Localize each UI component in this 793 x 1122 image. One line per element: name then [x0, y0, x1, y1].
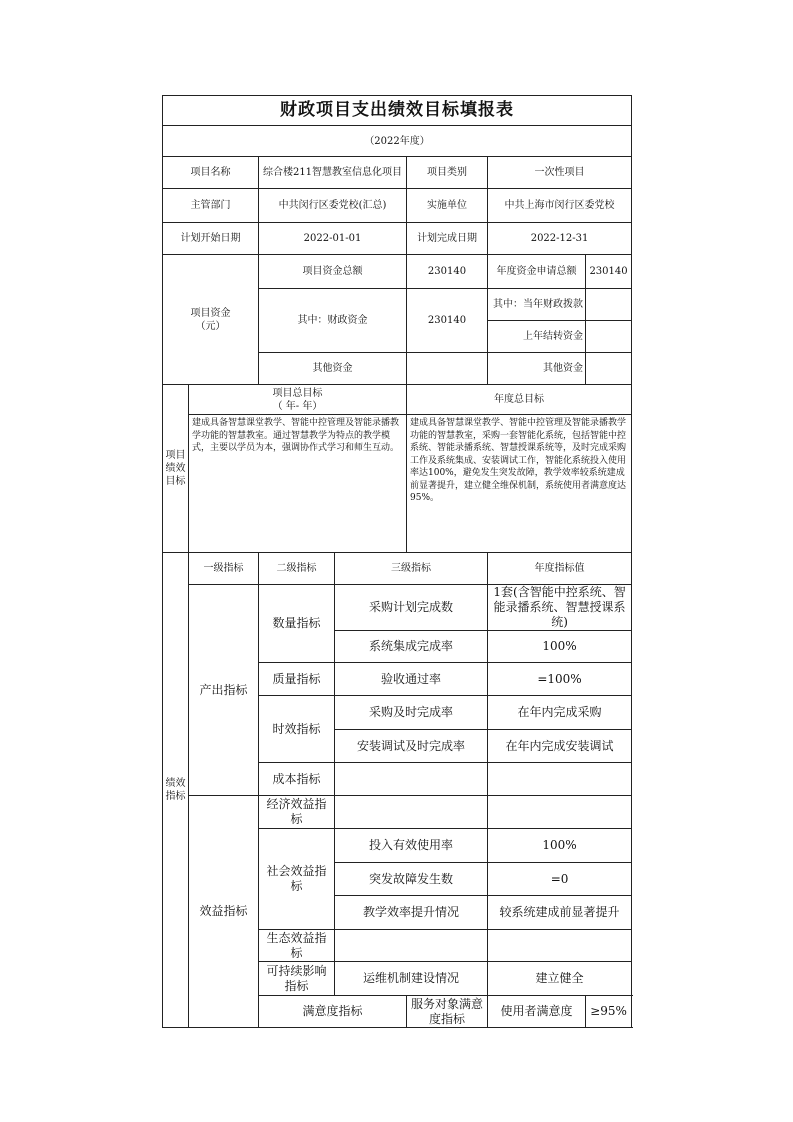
annual-goal-text: 建成具备智慧课堂教学、智能中控管理及智能录播教学功能的智慧教室，采购一套智能化系统，包括智能中控系统、智能录播系统、智慧授课系统等，及时完成采购工作及系统集成、安装调试工作，智能化系统投入使用率达100%，避免发生突发故障，教学效率较系统建成前显著提升，建立健全维保机制，系统使用者满意度达95%。 [407, 415, 632, 553]
level3-name: 采购计划完成数 [335, 585, 488, 631]
plan-end-label: 计划完成日期 [407, 223, 488, 255]
annual-total-label: 年度资金申请总额 [488, 255, 586, 289]
level3-name: 系统集成完成率 [335, 631, 488, 663]
total-funds-value: 230140 [407, 255, 488, 289]
indicators-label [163, 553, 189, 1028]
current-appropriation-value [586, 289, 632, 321]
level2-cost: 成本指标 [259, 763, 335, 796]
header-annual-value: 年度指标值 [488, 553, 632, 585]
level3-name [335, 796, 488, 829]
level2-service: 服务对象满意度指标 [407, 996, 488, 1028]
implementing-unit-label: 实施单位 [407, 189, 488, 223]
level3-value: 1套(含智能中控系统、智能录播系统、智慧授课系统) [488, 585, 632, 631]
level1-benefit: 效益指标 [189, 796, 259, 1028]
total-funds-label: 项目资金总额 [259, 255, 407, 289]
level3-value: =100% [488, 663, 632, 696]
level3-name: 使用者满意度 [488, 996, 586, 1028]
competent-dept-label: 主管部门 [163, 189, 259, 223]
level2-timeliness: 时效指标 [259, 696, 335, 763]
level3-value: 100% [488, 631, 632, 663]
other-funds-label: 其他资金 [259, 353, 407, 385]
level3-value: 建立健全 [488, 962, 632, 996]
level3-value: 100% [488, 829, 632, 863]
level1-satisfaction: 满意度指标 [259, 996, 407, 1028]
level1-output: 产出指标 [189, 585, 259, 796]
level3-name: 验收通过率 [335, 663, 488, 696]
project-name-value: 综合楼211智慧教室信息化项目 [259, 157, 407, 189]
fiscal-funds-value: 230140 [407, 289, 488, 353]
level3-name: 投入有效使用率 [335, 829, 488, 863]
level3-name: 突发故障发生数 [335, 863, 488, 896]
overall-goal-label [189, 385, 407, 415]
goals-label [163, 385, 189, 553]
level2-quality: 质量指标 [259, 663, 335, 696]
level2-ecological: 生态效益指标 [259, 930, 335, 962]
level3-value: 在年内完成安装调试 [488, 730, 632, 763]
plan-end-value: 2022-12-31 [488, 223, 632, 255]
header-level2: 二级指标 [259, 553, 335, 585]
level2-social: 社会效益指标 [259, 829, 335, 930]
header-level3: 三级指标 [335, 553, 488, 585]
level3-value: =0 [488, 863, 632, 896]
level3-name [335, 763, 488, 796]
annual-goal-label: 年度总目标 [407, 385, 632, 415]
funds-label [163, 255, 259, 385]
plan-start-label: 计划开始日期 [163, 223, 259, 255]
funds-label-text: 项目资金 （元） [190, 307, 231, 332]
carryover-value [586, 321, 632, 353]
goals-label-text: 项目 绩效 目标 [165, 450, 186, 487]
level3-value: 较系统建成前显著提升 [488, 896, 632, 930]
level3-name [335, 930, 488, 962]
level3-value [488, 796, 632, 829]
other-funds-right-label: 其他资金 [488, 353, 586, 385]
overall-goal-text: 建成具备智慧课堂教学、智能中控管理及智能录播教学功能的智慧教室。通过智慧教学为特点的教学模式，主要以学员为本，强调协作式学习和师生互动。 [189, 415, 407, 553]
level2-sustainable: 可持续影响指标 [259, 962, 335, 996]
competent-dept-value: 中共闵行区委党校(汇总) [259, 189, 407, 223]
form-year: （2022年度） [163, 126, 632, 157]
level3-name: 安装调试及时完成率 [335, 730, 488, 763]
level3-name: 运维机制建设情况 [335, 962, 488, 996]
performance-target-form [162, 95, 632, 1028]
project-category-value: 一次性项目 [488, 157, 632, 189]
level3-value [488, 930, 632, 962]
level3-value: 在年内完成采购 [488, 696, 632, 730]
overall-goal-label-text: 项目总目标 （ 年- 年） [272, 387, 323, 412]
level2-economic: 经济效益指标 [259, 796, 335, 829]
project-name-label: 项目名称 [163, 157, 259, 189]
plan-start-value: 2022-01-01 [259, 223, 407, 255]
fiscal-funds-label: 其中：财政资金 [259, 289, 407, 353]
other-funds-value [407, 353, 488, 385]
level3-value: ≥95% [586, 996, 632, 1028]
annual-total-value: 230140 [586, 255, 632, 289]
project-category-label: 项目类别 [407, 157, 488, 189]
indicators-label-text: 绩效 指标 [165, 778, 186, 802]
carryover-label: 上年结转资金 [488, 321, 586, 353]
other-funds-right-value [586, 353, 632, 385]
current-appropriation-label: 其中：当年财政拨款 [488, 289, 586, 321]
level2-quantity: 数量指标 [259, 585, 335, 663]
header-level1: 一级指标 [189, 553, 259, 585]
level3-value [488, 763, 632, 796]
implementing-unit-value: 中共上海市闵行区委党校 [488, 189, 632, 223]
level3-name: 教学效率提升情况 [335, 896, 488, 930]
level3-name: 采购及时完成率 [335, 696, 488, 730]
form-title: 财政项目支出绩效目标填报表 [163, 96, 632, 126]
